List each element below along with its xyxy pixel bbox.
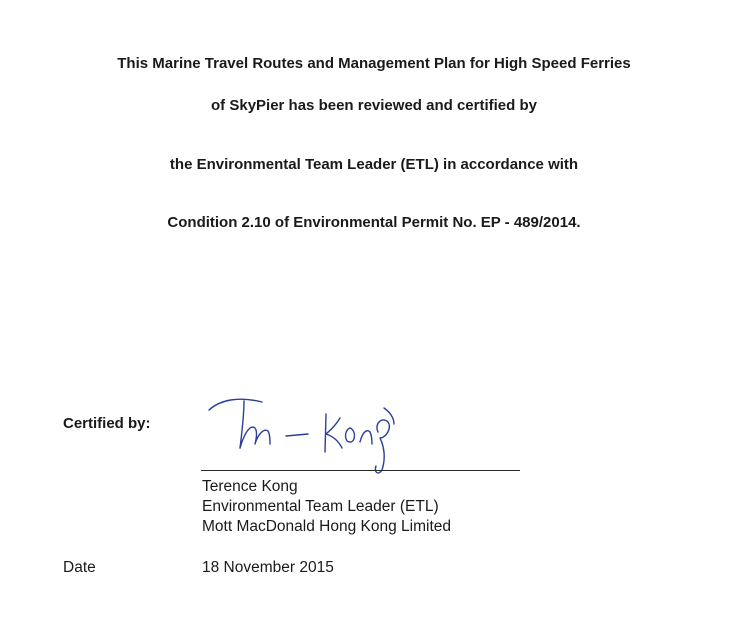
signer-company: Mott MacDonald Hong Kong Limited (202, 518, 451, 535)
signer-name: Terence Kong (202, 478, 298, 495)
signer-block (202, 477, 451, 537)
date-value: 18 November 2015 (202, 559, 334, 576)
statement-line-1: This Marine Travel Routes and Management Plan for High Speed Ferries (117, 55, 631, 72)
certified-by-label: Certified by: (63, 415, 151, 432)
signature-line (201, 470, 520, 471)
statement-line-4: Condition 2.10 of Environmental Permit No. EP - 489/2014. (167, 214, 581, 231)
signer-title: Environmental Team Leader (ETL) (202, 498, 439, 515)
statement-line-2: of SkyPier has been reviewed and certified by (211, 97, 537, 114)
date-label: Date (63, 559, 96, 576)
statement-line-3: the Environmental Team Leader (ETL) in accordance with (169, 156, 579, 173)
